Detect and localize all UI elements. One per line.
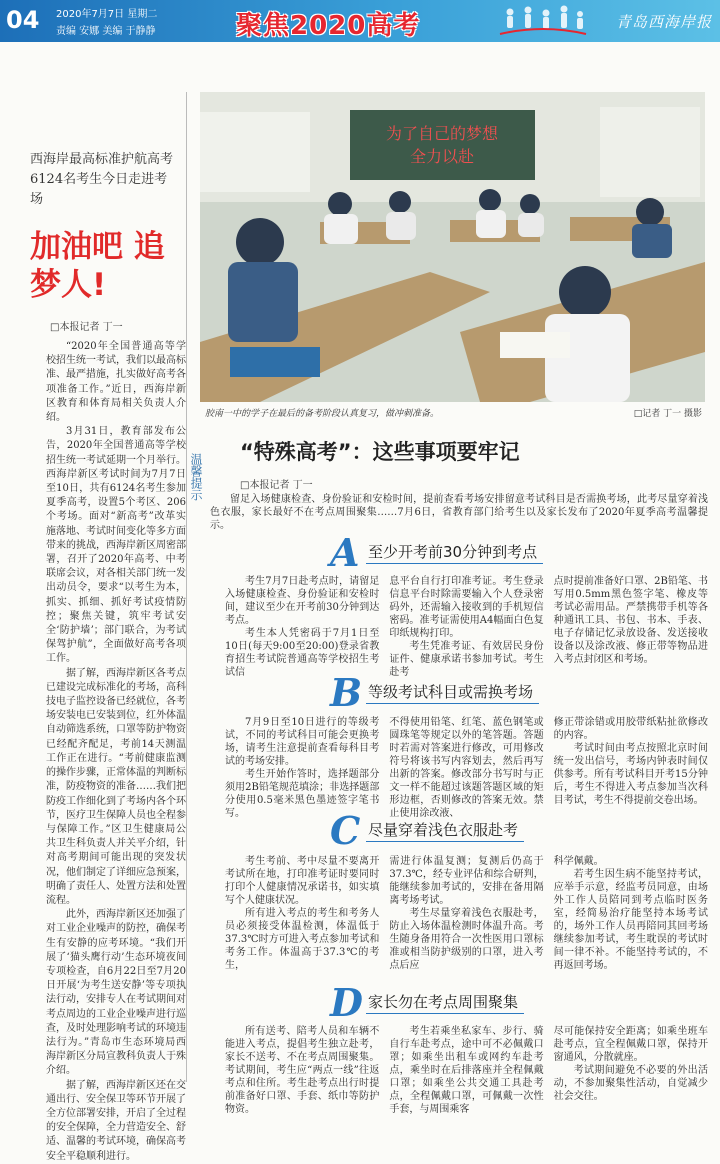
section-b-columns bbox=[225, 716, 708, 820]
section-c-columns bbox=[225, 855, 708, 972]
main-headline: 加油吧 追梦人! bbox=[30, 229, 165, 303]
subhead-label: 至少开考前30分钟到考点 bbox=[366, 541, 543, 564]
page-number: 04 bbox=[6, 6, 40, 34]
left-column-heading bbox=[30, 150, 180, 304]
tip-text: 温馨提示 bbox=[189, 453, 203, 501]
text-column bbox=[225, 855, 379, 972]
paragraph: 3月31日，教育部发布公告，2020年全国普通高等学校招生统一考试延期一个月举行。西海岸新区考试时间为7月7日至10日，共有6124名考生参加夏季高考，设置5个考区、206个考场。面对“新高考”改革实施落地、考试时间变化等多方面带来的挑战，西海岸新区周密部署，召开了2020年高考、中考联席会议，对各相关部门统一发出动员令，要求“以考生为本，抓实、抓细、抓好考试疫情防控；聚焦关键，筑牢考试安全‘防护墙’；部门联合，为考试保驾护航”，全面做好高考各项工作。 bbox=[46, 426, 186, 665]
photo-caption: 胶南一中的学子在最后的备考阶段认真复习，做冲刺准备。 bbox=[205, 409, 440, 419]
paragraph: 7月9日至10日进行的等级考试，不同的考试科目可能会更换考场，请考生注意提前查看每科目考试的考场安排。 bbox=[225, 717, 380, 767]
subhead-d bbox=[330, 979, 524, 1025]
subhead-b bbox=[330, 669, 539, 715]
subhead-letter: A bbox=[330, 529, 360, 575]
paragraph: 考试期间避免不必要的外出活动，不参加聚集性活动，自觉减少社会交往。 bbox=[553, 1065, 708, 1102]
text-column bbox=[389, 855, 543, 972]
section-a-columns bbox=[225, 575, 708, 679]
paragraph: 考生若乘坐私家车、步行、骑自行车赴考点，途中可不必佩戴口罩；如乘坐出租车或网约车赴考点，乘坐时在后排落座并全程佩戴口罩；如乘坐公共交通工具赴考点，全程佩戴口罩，可佩戴一次性手套，与周围乘客 bbox=[389, 1026, 544, 1115]
text-column bbox=[225, 716, 379, 820]
issue-date: 2020年7月7日 星期二 bbox=[56, 9, 158, 20]
paragraph: 考生凭准考证、有效居民身份证件、健康承诺书参加考试。考生赴考 bbox=[389, 641, 544, 678]
text-column bbox=[554, 575, 708, 679]
subhead-label: 家长勿在考点周围聚集 bbox=[366, 991, 524, 1014]
paragraph: 所有进入考点的考生和考务人员必须接受体温检测，体温低于37.3℃时方可进入考点参加考试和考务工作。体温高于37.3℃的考生， bbox=[225, 908, 380, 971]
section-title: 聚焦2020高考 bbox=[236, 11, 421, 41]
paragraph: 据了解，西海岸新区还在交通出行、安全保卫等环节开展了全方位部署安排，开启了全过程的安全保障，全力营造安全、舒适、温馨的考试环境，确保高考安全平稳顺利进行。 bbox=[46, 1079, 186, 1162]
editor-credits: 责编 安娜 美编 于静静 bbox=[56, 26, 156, 37]
paragraph: 尽可能保持安全距离；如乘坐班车赴考点，宜全程佩戴口罩，保持开窗通风，分散就座。 bbox=[553, 1026, 708, 1063]
paragraph: 所有送考、陪考人员和车辆不能进入考点，提倡考生独立赴考，家长不送考、不在考点周围聚集。考试期间，考生应“两点一线”往返考点和住所。考生赴考点出行时提前准备好口罩、手套、纸巾等防护物资。 bbox=[225, 1026, 380, 1115]
left-byline: □本报记者 丁一 bbox=[50, 322, 123, 333]
subhead-label: 等级考试科目或需换考场 bbox=[366, 681, 539, 704]
text-column bbox=[389, 575, 543, 679]
left-article-body bbox=[46, 340, 186, 1164]
paragraph: “2020年全国普通高等学校招生统一考试，我们以最高标准、最严措施，扎实做好高考各项准备工作。”近日，西海岸新区教育和体育局相关负责人介绍。 bbox=[46, 341, 186, 424]
text-column bbox=[554, 716, 708, 820]
paragraph: 考生7月7日赴考点时，请留足入场健康检查、身份验证和安检时间，建议至少在开考前30分钟到达考点。 bbox=[225, 576, 380, 626]
column-divider bbox=[186, 92, 187, 1082]
article-intro bbox=[210, 493, 708, 532]
subhead-a bbox=[330, 529, 543, 575]
section-d-columns bbox=[225, 1025, 708, 1116]
text-column bbox=[554, 1025, 708, 1116]
runners-illustration-icon bbox=[498, 4, 588, 38]
classroom-photo bbox=[200, 92, 705, 402]
masthead-bar bbox=[0, 0, 720, 42]
article-title: “特殊高考”：这些事项要牢记 bbox=[240, 440, 520, 464]
paragraph: 不得使用铅笔、红笔、蓝色钢笔或圆珠笔等规定以外的笔答题。答题时若需对答案进行修改，可用修改符号将该书写内容划去，然后再写出新的答案。修改部分书写时与正文一样不能超过该题答题区域的矩形边框，否则修改的答案无效。禁止使用涂改液、 bbox=[389, 717, 544, 819]
subhead-letter: C bbox=[330, 807, 361, 853]
text-column bbox=[225, 575, 379, 679]
tip-label bbox=[188, 437, 202, 517]
paragraph: 考试时间由考点按照北京时间统一发出信号，考场内钟表时间仅供参考。所有考试科目开考15分钟后，考生不得进入考点参加当次科目考试，考生不得提前交卷出场。 bbox=[553, 743, 708, 806]
paragraph: 若考生因生病不能坚持考试，应举手示意，经监考员同意，由场外工作人员陪同到考点临时医务室，经简易治疗能坚持本场考试的，场外工作人员再陪同其回考场继续参加考试，考生耽误的考试时间一律不补。不能坚持考试的，不再返回考场。 bbox=[553, 869, 708, 971]
paragraph: 修正带涂错或用胶带纸粘扯欲修改的内容。 bbox=[553, 717, 708, 741]
article-byline: □本报记者 丁一 bbox=[240, 480, 313, 491]
subhead-letter: B bbox=[330, 669, 363, 715]
paragraph: 考生考前、考中尽量不要离开考试所在地，打印准考证时要同时打印个人健康情况承诺书，如实填写个人健康状况。 bbox=[225, 856, 380, 906]
deck-subtitle: 西海岸最高标准护航高考 6124名考生今日走进考场 bbox=[30, 152, 174, 207]
paragraph: 此外，西海岸新区还加强了对工业企业噪声的防控，确保考生有安静的应考环境。“我们开展了‘猫头鹰行动’生态环境夜间专项检查，自6月22日至7月20日开展‘为考生送安静’等专项执法行动，安排专人在考试期间对考点周边的工业企业噪声进行巡查，及时处理影响考试的环境违法行为。”青岛市生态环境局西海岸新区分局宣教科负责人于殊介绍。 bbox=[46, 909, 186, 1077]
text-column bbox=[389, 1025, 543, 1116]
paragraph: 需进行体温复测；复测后仍高于37.3℃，经专业评估和综合研判，能继续参加考试的，安排在备用隔离考场考试。 bbox=[389, 856, 544, 906]
banner-line-1: 为了自己的梦想 bbox=[385, 124, 499, 143]
subhead-letter: D bbox=[330, 979, 363, 1025]
banner-line-2: 全力以赴 bbox=[409, 147, 475, 166]
newspaper-brand: 青岛西海岸报 bbox=[615, 13, 712, 31]
intro-paragraph: 留足入场健康检查、身份验证和安检时间，提前查看考场安排留意考试科目是否需换考场，此考尽量穿着浅色衣服，家长最好不在考点周围聚集……7月6日，省教育部门给考生以及家长发布了2020年夏季高考温馨提示。 bbox=[210, 494, 708, 531]
paragraph: 点时提前准备好口罩、2B铅笔、书写用0.5mm黑色签字笔、橡皮等考试必需用品。严禁携带手机等各种通讯工具、书包、书本、手表、电子存储记忆录放设备、发送接收设备以及涂改液、修正带等物品进入考点封闭区和考场。 bbox=[553, 576, 708, 665]
paragraph: 据了解，西海岸新区各考点已建设完成标准化的考场，高科技电子监控设备已经就位，各考场安装电已安装到位，红外体温自动筛选系统，口罩等防护物资已经配齐配足，考前14天测温工作正在进行。“考前健康监测的操作步骤，正常体温的判断标准，防疫物资的准备……我们把防疫工作细化到了考场内各个环节，医疗卫生保障人员也全程参与保障工作。”区卫生健康局公共卫生科负责人并关平介绍，针对高考期间可能出现的突发状况，他们制定了详细应急预案，明确了责任人、处置方法和处置流程。 bbox=[46, 667, 186, 906]
text-column bbox=[554, 855, 708, 972]
paragraph: 考生本人凭密码于7月1日至10日(每天9:00至20:00)登录省教育招生考试院普通高等学校招生考试信 bbox=[225, 628, 380, 678]
text-column bbox=[225, 1025, 379, 1116]
subhead-label: 尽量穿着浅色衣服赴考 bbox=[366, 819, 524, 842]
paragraph: 考生开始作答时，选择题部分须用2B铅笔规范填涂；非选择题部分使用0.5毫米黑色墨迹签字笔书写。 bbox=[225, 769, 380, 819]
paragraph: 考生尽量穿着浅色衣服赴考，防止入场体温检测时体温升高。考生随身备用符合一次性医用口罩标准或相当防护级别的口罩，进入考点后应 bbox=[389, 908, 544, 971]
photo-credit: □记者 丁一 摄影 bbox=[633, 409, 702, 419]
paragraph: 科学佩戴。 bbox=[553, 856, 604, 867]
text-column bbox=[389, 716, 543, 820]
subhead-c bbox=[330, 807, 524, 853]
paragraph: 息平台自行打印准考证。考生登录信息平台时除需要输入个人登录密码外，还需输入接收到的手机短信密码。准考证需使用A4幅面白色复印纸规构打印。 bbox=[389, 576, 544, 639]
